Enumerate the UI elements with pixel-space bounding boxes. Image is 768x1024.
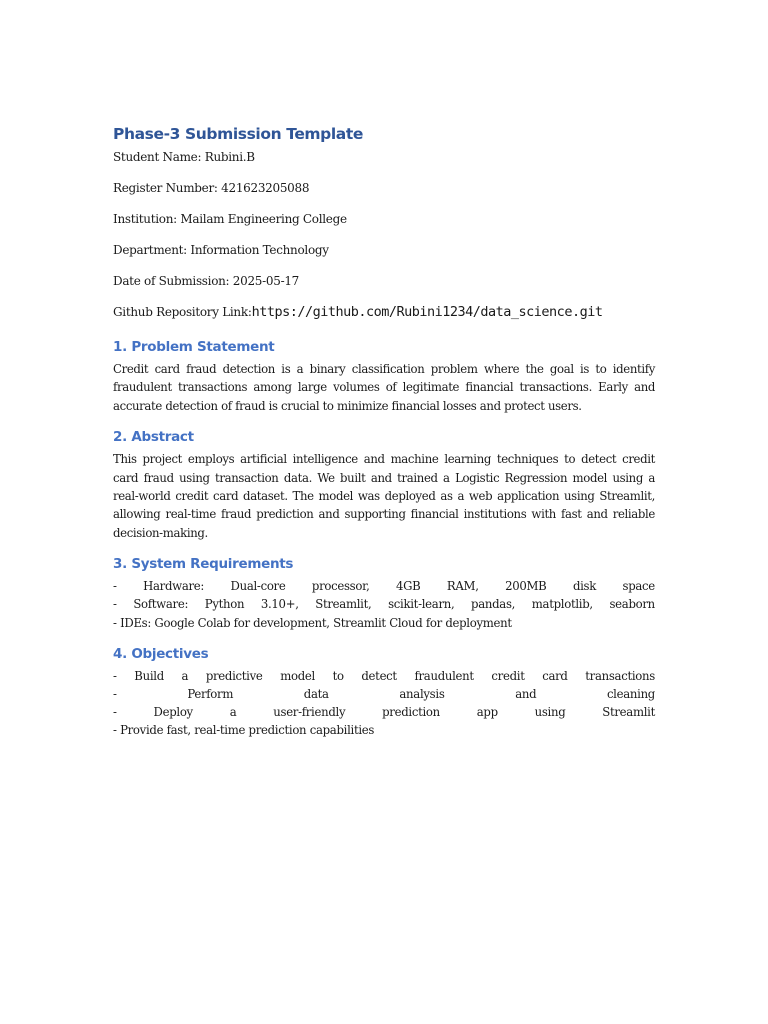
- github-link[interactable]: https://github.com/Rubini1234/data_science.git: [251, 304, 603, 320]
- register-number: Register Number: 421623205088: [113, 181, 310, 195]
- list-item: - Software: Python 3.10+, Streamlit, scikit-learn, pandas, matplotlib, seaborn: [113, 597, 655, 612]
- section-heading-system-requirements: 3. System Requirements: [113, 556, 294, 573]
- date-of-submission: Date of Submission: 2025-05-17: [113, 274, 299, 288]
- section-heading-objectives: 4. Objectives: [113, 645, 209, 662]
- list-item: - IDEs: Google Colab for development, Streamlit Cloud for deployment: [113, 615, 512, 630]
- department: Department: Information Technology: [113, 243, 329, 257]
- list-item: - Hardware: Dual-core processor, 4GB RAM, 200MB disk space: [113, 579, 655, 594]
- list-item: - Deploy a user-friendly prediction app using Streamlit: [113, 705, 655, 720]
- github-repository: [113, 304, 655, 320]
- section-heading-abstract: 2. Abstract: [113, 429, 194, 446]
- document-page: [113, 120, 655, 753]
- list-item: - Build a predictive model to detect fraudulent credit card transactions: [113, 668, 655, 683]
- objectives-list: [113, 667, 655, 740]
- problem-statement-text: Credit card fraud detection is a binary classification problem where the goal is to identify fraudulent transactions among large volumes of legitimate financial transactions. Early and accurate detection of fraud is crucial to minimize financial losses and protect users.: [113, 362, 655, 413]
- list-item: - Provide fast, real-time prediction capabilities: [113, 723, 375, 738]
- student-name: Student Name: Rubini.B: [113, 150, 255, 164]
- institution: Institution: Mailam Engineering College: [113, 212, 347, 226]
- section-heading-problem-statement: 1. Problem Statement: [113, 339, 275, 355]
- abstract-text: This project employs artificial intelligence and machine learning techniques to detect credit card fraud using transaction data. We built and trained a Logistic Regression model using a real-world credit card dataset. The model was deployed as a web application using Streamlit, allowing real-time fraud prediction and supporting financial institutions with fast and reliable decision-making.: [113, 452, 655, 540]
- document-title: Phase-3 Submission Template: [113, 125, 363, 143]
- system-requirements-list: [113, 577, 655, 632]
- github-label: Github Repository Link:: [113, 305, 252, 319]
- list-item: - Perform data analysis and cleaning: [113, 687, 655, 701]
